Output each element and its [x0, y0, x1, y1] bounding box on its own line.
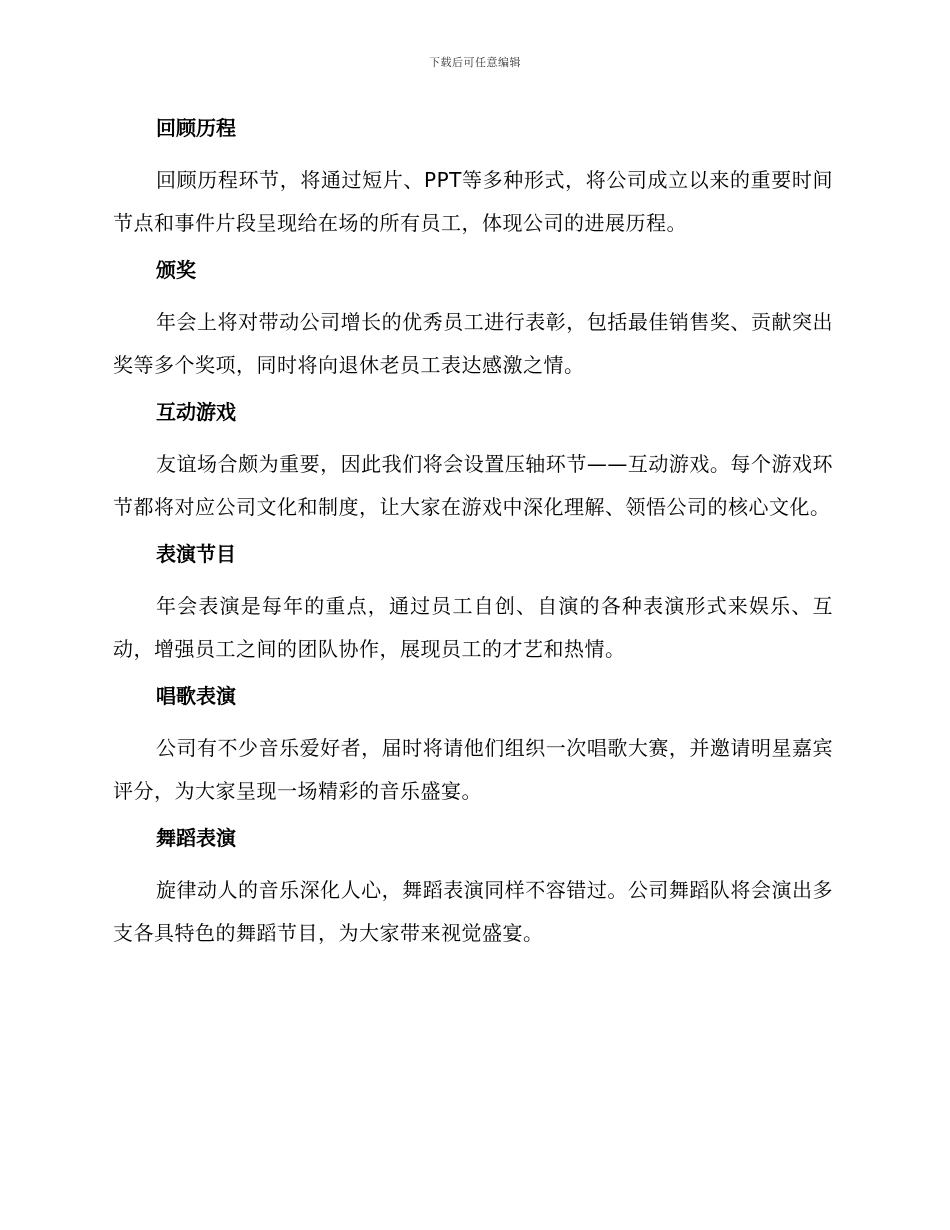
section-dance [113, 823, 833, 955]
section-paragraph: 友谊场合颇为重要，因此我们将会设置压轴环节——互动游戏。每个游戏环节都将对应公司文化和制度，让大家在游戏中深化理解、领悟公司的核心文化。 [113, 452, 833, 519]
section-performances [113, 539, 833, 671]
section-paragraph: 回顾历程环节，将通过短片、PPT等多种形式，将公司成立以来的重要时间节点和事件片段呈现给在场的所有员工，体现公司的进展历程。 [113, 168, 833, 235]
section-paragraph: 公司有不少音乐爱好者，届时将请他们组织一次唱歌大赛，并邀请明星嘉宾评分，为大家呈现一场精彩的音乐盛宴。 [113, 736, 833, 803]
section-interactive-games [113, 397, 833, 529]
section-review-history [113, 113, 833, 245]
page-header-note: 下载后可任意编辑 [429, 56, 521, 69]
section-heading: 唱歌表演 [156, 684, 236, 708]
section-heading: 表演节目 [156, 542, 236, 566]
section-paragraph: 旋律动人的音乐深化人心，舞蹈表演同样不容错过。公司舞蹈队将会演出多支各具特色的舞蹈节目，为大家带来视觉盛宴。 [113, 878, 833, 945]
section-singing [113, 681, 833, 813]
document-body [113, 113, 833, 965]
section-heading: 互动游戏 [156, 400, 236, 424]
section-paragraph: 年会表演是每年的重点，通过员工自创、自演的各种表演形式来娱乐、互动，增强员工之间的团队协作，展现员工的才艺和热情。 [113, 594, 833, 661]
section-heading: 回顾历程 [156, 116, 236, 140]
section-awards [113, 255, 833, 387]
section-heading: 颁奖 [156, 258, 196, 282]
section-paragraph: 年会上将对带动公司增长的优秀员工进行表彰，包括最佳销售奖、贡献突出奖等多个奖项，同时将向退休老员工表达感激之情。 [113, 310, 833, 377]
section-heading: 舞蹈表演 [156, 826, 236, 850]
